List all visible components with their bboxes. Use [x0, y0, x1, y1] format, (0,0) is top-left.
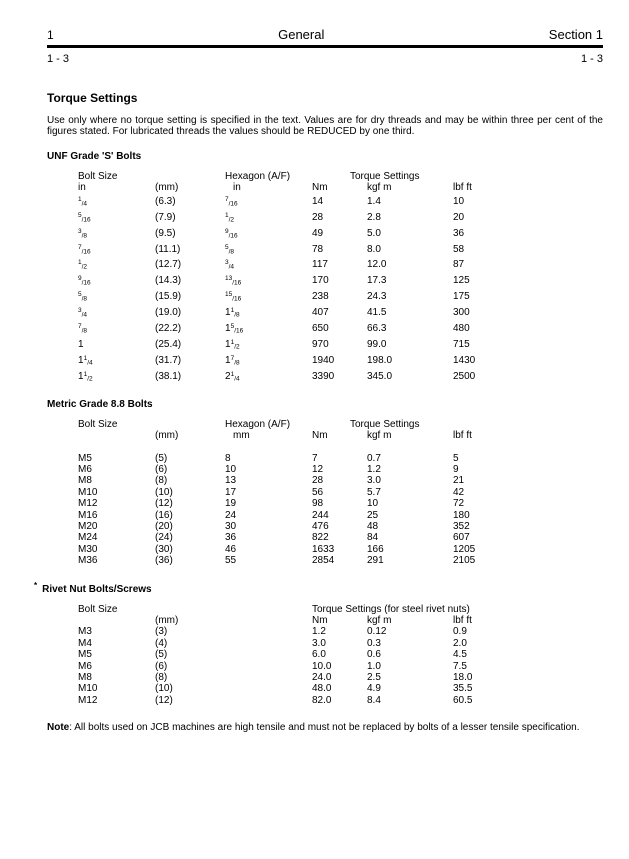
table-cell: M6 — [78, 463, 92, 475]
table-cell: 6.0 — [312, 649, 326, 661]
table-cell: M5 — [78, 452, 92, 464]
table-cell: 78 — [312, 243, 324, 255]
table-cell: 24.0 — [312, 672, 332, 683]
table-cell: $^5$/16 — [78, 211, 91, 224]
table-cell: 2500 — [453, 370, 476, 382]
table-cell: 35.5 — [453, 683, 473, 695]
table-cell: 72 — [453, 498, 465, 510]
table-row — [78, 242, 513, 258]
table-cell: 24.3 — [367, 291, 387, 303]
table-row — [78, 453, 513, 464]
column-header: Hexagon (A/F) — [225, 171, 291, 182]
page-header — [47, 27, 603, 42]
table-row — [78, 638, 513, 649]
table-cell: 56 — [312, 486, 324, 498]
table-cell: 5 — [453, 452, 459, 464]
column-header: Nm — [312, 614, 328, 626]
table-row — [78, 695, 513, 706]
table-cell: 300 — [453, 307, 470, 319]
table-row — [78, 532, 513, 543]
table-cell: 3.0 — [367, 475, 381, 487]
table-header-row — [78, 604, 513, 615]
note-text: : All bolts used on JCB machines are high tensile and must not be replaced by bolts of a lesser tensile specification. — [69, 722, 580, 734]
header-rule — [47, 45, 603, 48]
table-cell: (25.4) — [155, 338, 182, 350]
table-cell: 0.9 — [453, 626, 467, 638]
table-row — [78, 683, 513, 694]
table-cell — [225, 626, 312, 637]
column-header: Bolt Size — [78, 171, 118, 182]
table-cell: 20 — [453, 211, 465, 223]
table-cell: 48 — [367, 520, 379, 532]
column-header: kgf m — [367, 430, 392, 442]
table-cell: $^{13}$/16 — [225, 275, 242, 287]
table-cell: 2.0 — [453, 637, 467, 649]
table-cell: (38.1) — [155, 370, 182, 382]
table-cell: 25 — [367, 509, 379, 521]
column-header: Torque Settings (for steel rivet nuts) — [312, 603, 470, 615]
table-cell: 2.8 — [367, 211, 381, 223]
table-cell: $^3$/4 — [225, 259, 235, 271]
unf-bolts-table — [78, 171, 513, 385]
table-cell: 822 — [312, 532, 329, 544]
table-cell: 8.4 — [367, 694, 381, 706]
table-cell: $^9$/16 — [225, 227, 238, 240]
column-header — [225, 615, 312, 626]
table-cell: 166 — [367, 543, 384, 555]
table-cell: 1 — [78, 338, 84, 350]
table-header-row — [78, 430, 513, 441]
table-row — [78, 661, 513, 672]
table-cell: 2854 — [312, 555, 335, 567]
table-cell: 46 — [225, 543, 237, 555]
table-cell: 125 — [453, 275, 470, 287]
table-cell: (7.9) — [155, 211, 176, 223]
page-ref-left: 1 - 3 — [47, 53, 70, 65]
column-header: Nm — [312, 430, 328, 442]
table-cell — [225, 649, 312, 660]
table-row — [78, 337, 513, 353]
table-cell: $^1$/2 — [225, 211, 235, 224]
table-row — [78, 257, 513, 273]
table-cell: (19.0) — [155, 307, 182, 319]
table-cell: M10 — [78, 683, 98, 695]
table-header-row — [78, 615, 513, 626]
table-body — [78, 194, 513, 385]
table-cell: (30) — [155, 543, 173, 555]
table-cell: (12) — [155, 498, 173, 510]
column-header: Hexagon (A/F) — [225, 418, 291, 430]
table-cell: 18.0 — [453, 672, 473, 683]
table-cell: 41.5 — [367, 307, 387, 319]
table-row — [78, 555, 513, 566]
table-cell: (6) — [155, 660, 168, 672]
table-cell: M20 — [78, 520, 98, 532]
table-cell: 715 — [453, 338, 470, 350]
column-header: Torque Settings — [350, 418, 420, 430]
table-cell: M30 — [78, 543, 98, 555]
table-cell: 1$^5$/16 — [225, 323, 244, 335]
table-row — [78, 194, 513, 210]
table-cell: 8.0 — [367, 243, 381, 255]
table-cell: 476 — [312, 520, 329, 532]
table-row — [78, 226, 513, 242]
table-cell: 58 — [453, 243, 465, 255]
table-row — [78, 487, 513, 498]
column-header: mm — [233, 430, 250, 442]
table-row — [78, 672, 513, 683]
table-header-row — [78, 182, 513, 193]
table-cell: 7.5 — [453, 660, 467, 672]
table-cell: $^1$/4 — [78, 195, 88, 208]
table-cell: 30 — [225, 520, 237, 532]
table-row — [78, 626, 513, 637]
table-cell: 970 — [312, 338, 329, 350]
table-row — [78, 510, 513, 521]
table-cell: 175 — [453, 291, 470, 303]
table-cell: 244 — [312, 509, 329, 521]
table-cell: 1$^7$/8 — [225, 354, 240, 367]
column-header: kgf m — [367, 614, 392, 626]
table-cell: 1.2 — [312, 626, 326, 638]
table-cell: (10) — [155, 683, 173, 695]
column-header: Torque Settings — [350, 171, 420, 182]
table-cell: M4 — [78, 637, 92, 649]
column-header: Bolt Size — [78, 418, 118, 430]
chapter-number: 1 — [47, 28, 54, 42]
column-header — [225, 604, 312, 615]
page-ref-right: 1 - 3 — [580, 53, 603, 65]
table-cell: M8 — [78, 475, 92, 487]
table-cell: (11.1) — [155, 243, 181, 255]
table-row — [78, 273, 513, 289]
intro-paragraph: Use only where no torque setting is specified in the text. Values are for dry threads and may be within three per cent of the figures stated. For lubricated threads the values should be REDUCED by one third. — [47, 115, 603, 137]
table-cell: (16) — [155, 509, 173, 521]
table-cell: M36 — [78, 555, 98, 567]
table-cell: 10 — [453, 195, 465, 207]
table-cell: (5) — [155, 452, 168, 464]
table-cell: (24) — [155, 532, 173, 544]
table-cell — [225, 661, 312, 672]
table-cell: 48.0 — [312, 683, 332, 695]
table-cell: (36) — [155, 555, 173, 567]
column-header: lbf ft — [453, 182, 472, 194]
table-cell: (6.3) — [155, 195, 176, 207]
table-cell: M10 — [78, 486, 98, 498]
table-cell: 7 — [312, 452, 318, 464]
table-cell: 9 — [453, 463, 459, 475]
table-row — [78, 321, 513, 337]
table-cell: (8) — [155, 672, 168, 683]
table-row — [78, 464, 513, 475]
table-cell: 1$^1$/2 — [78, 370, 93, 383]
table-cell: 1205 — [453, 543, 476, 555]
table-cell: 352 — [453, 520, 470, 532]
table-cell: 14 — [312, 195, 324, 207]
column-header: (mm) — [155, 182, 179, 194]
table-cell: 12.0 — [367, 259, 387, 271]
table-cell: 3390 — [312, 370, 335, 382]
table-row — [78, 475, 513, 486]
table-cell: 345.0 — [367, 370, 393, 382]
table-cell: 170 — [312, 275, 329, 287]
table-cell: M3 — [78, 626, 92, 638]
table-cell: $^3$/4 — [78, 307, 88, 319]
page-reference-row — [47, 53, 603, 65]
table-row — [78, 210, 513, 226]
table-body — [78, 626, 513, 706]
column-header — [78, 615, 155, 626]
table-cell: 0.7 — [367, 452, 381, 464]
table-header — [78, 604, 513, 627]
table-cell: 1$^1$/2 — [225, 338, 240, 351]
table-cell: $^1$/2 — [78, 259, 88, 271]
table-row — [78, 369, 513, 385]
table-cell: (3) — [155, 626, 168, 638]
table-cell: 60.5 — [453, 694, 473, 706]
table-cell: M12 — [78, 498, 98, 510]
table-cell: (5) — [155, 649, 168, 661]
table-cell: 42 — [453, 486, 465, 498]
table-cell: 238 — [312, 291, 329, 303]
table-cell: 607 — [453, 532, 470, 544]
table-cell: 10 — [367, 498, 379, 510]
table-cell: 98 — [312, 498, 324, 510]
table-cell: 407 — [312, 307, 329, 319]
table-cell: 10.0 — [312, 660, 332, 672]
table-cell: 1$^1$/8 — [225, 307, 240, 319]
table-cell: 1.0 — [367, 660, 381, 672]
table-cell: $^7$/8 — [78, 323, 88, 335]
table-row — [78, 521, 513, 532]
column-header: Nm — [312, 182, 328, 194]
table-cell: 10 — [225, 463, 237, 475]
column-header: kgf m — [367, 182, 392, 194]
table-cell: 49 — [312, 227, 324, 239]
header-section: Section 1 — [548, 27, 603, 42]
column-header: in — [233, 182, 241, 194]
table-cell — [225, 672, 312, 683]
table-cell: $^9$/16 — [78, 275, 91, 287]
table-cell: 19 — [225, 498, 237, 510]
metric-bolts-table — [78, 419, 513, 567]
header-title: General — [278, 27, 325, 42]
table-cell: (22.2) — [155, 323, 182, 335]
table-cell — [225, 683, 312, 694]
column-header: lbf ft — [453, 430, 472, 442]
table-row — [78, 289, 513, 305]
table-row — [78, 353, 513, 369]
table-row — [78, 498, 513, 509]
column-header: lbf ft — [453, 614, 472, 626]
table-cell: 36 — [453, 227, 465, 239]
table-cell: $^5$/8 — [225, 243, 235, 256]
table-cell: 4.9 — [367, 683, 381, 695]
table-cell: 1$^1$/4 — [78, 354, 93, 367]
table-cell: (15.9) — [155, 291, 182, 303]
table-cell: 291 — [367, 555, 384, 567]
table-cell: M12 — [78, 694, 98, 706]
table-cell: 13 — [225, 475, 237, 487]
table-cell: $^3$/8 — [78, 227, 88, 240]
table-cell: (6) — [155, 463, 168, 475]
footnote-asterisk: * — [34, 580, 38, 590]
table-cell: M16 — [78, 509, 98, 521]
table-cell: 4.5 — [453, 649, 467, 661]
table-cell: 84 — [367, 532, 379, 544]
table-header-row — [78, 419, 513, 430]
table-cell: 17 — [225, 486, 237, 498]
table-cell: (12) — [155, 694, 173, 706]
table-cell: 0.3 — [367, 637, 381, 649]
column-header: in — [78, 182, 86, 194]
table-cell: M8 — [78, 672, 92, 683]
section-heading-rivet — [34, 581, 603, 595]
table-header — [78, 419, 513, 442]
table-cell — [225, 638, 312, 649]
table-cell: 5.7 — [367, 486, 381, 498]
section-heading-rivet-label: Rivet Nut Bolts/Screws — [42, 583, 152, 595]
table-cell: (8) — [155, 475, 168, 487]
table-cell: 55 — [225, 555, 237, 567]
table-cell: M24 — [78, 532, 98, 544]
table-cell: 480 — [453, 323, 470, 335]
table-row — [78, 544, 513, 555]
section-heading-metric: Metric Grade 8.8 Bolts — [47, 398, 153, 410]
table-cell: 117 — [312, 259, 328, 271]
table-cell: 1430 — [453, 354, 476, 366]
note-paragraph — [47, 722, 603, 733]
note-label: Note — [47, 722, 70, 734]
table-cell: 8 — [225, 452, 231, 464]
table-cell: 24 — [225, 509, 237, 521]
table-cell: $^5$/8 — [78, 291, 88, 303]
table-cell: (14.3) — [155, 275, 182, 287]
table-cell: 0.6 — [367, 649, 381, 661]
table-body — [78, 442, 513, 567]
table-cell: (9.5) — [155, 227, 176, 239]
table-cell: 2105 — [453, 555, 476, 567]
table-cell: 28 — [312, 211, 324, 223]
table-cell: 198.0 — [367, 354, 393, 366]
table-cell: 2$^1$/4 — [225, 370, 240, 383]
table-row — [78, 305, 513, 321]
table-cell — [225, 695, 312, 706]
table-header-row — [78, 171, 513, 182]
table-cell: 2.5 — [367, 672, 381, 683]
table-cell: 1.2 — [367, 463, 381, 475]
table-cell: 82.0 — [312, 694, 332, 706]
table-cell: 1940 — [312, 354, 335, 366]
table-cell: $^7$/16 — [225, 195, 238, 208]
table-cell: 87 — [453, 259, 465, 271]
table-cell: $^7$/16 — [78, 243, 91, 256]
table-cell: 12 — [312, 463, 324, 475]
column-header — [78, 430, 155, 441]
table-row — [78, 649, 513, 660]
table-cell: 36 — [225, 532, 237, 544]
table-cell: (10) — [155, 486, 173, 498]
table-cell: 28 — [312, 475, 324, 487]
table-cell: 1633 — [312, 543, 335, 555]
table-cell: 21 — [453, 475, 465, 487]
section-heading-unf: UNF Grade 'S' Bolts — [47, 151, 142, 162]
table-cell: M5 — [78, 649, 92, 661]
table-cell: M6 — [78, 660, 92, 672]
spacer-row — [78, 442, 513, 453]
table-cell: 99.0 — [367, 338, 387, 350]
table-cell: (31.7) — [155, 354, 182, 366]
table-cell: 1.4 — [367, 195, 381, 207]
table-cell: 66.3 — [367, 323, 387, 335]
table-cell: (12.7) — [155, 259, 182, 271]
column-header: Bolt Size — [78, 603, 118, 615]
table-cell: (4) — [155, 637, 168, 649]
table-cell: $^{15}$/16 — [225, 291, 242, 303]
column-header: (mm) — [155, 430, 179, 442]
table-header — [78, 171, 513, 194]
table-cell: 650 — [312, 323, 329, 335]
spacer-cell — [78, 442, 513, 453]
table-cell: 0.12 — [367, 626, 387, 638]
column-header: (mm) — [155, 614, 179, 626]
rivet-nut-table — [78, 604, 513, 707]
table-cell: 5.0 — [367, 227, 381, 239]
table-cell: 180 — [453, 509, 470, 521]
table-cell: 3.0 — [312, 637, 326, 649]
table-cell: (20) — [155, 520, 173, 532]
table-cell: 17.3 — [367, 275, 387, 287]
page-title: Torque Settings — [47, 91, 138, 105]
